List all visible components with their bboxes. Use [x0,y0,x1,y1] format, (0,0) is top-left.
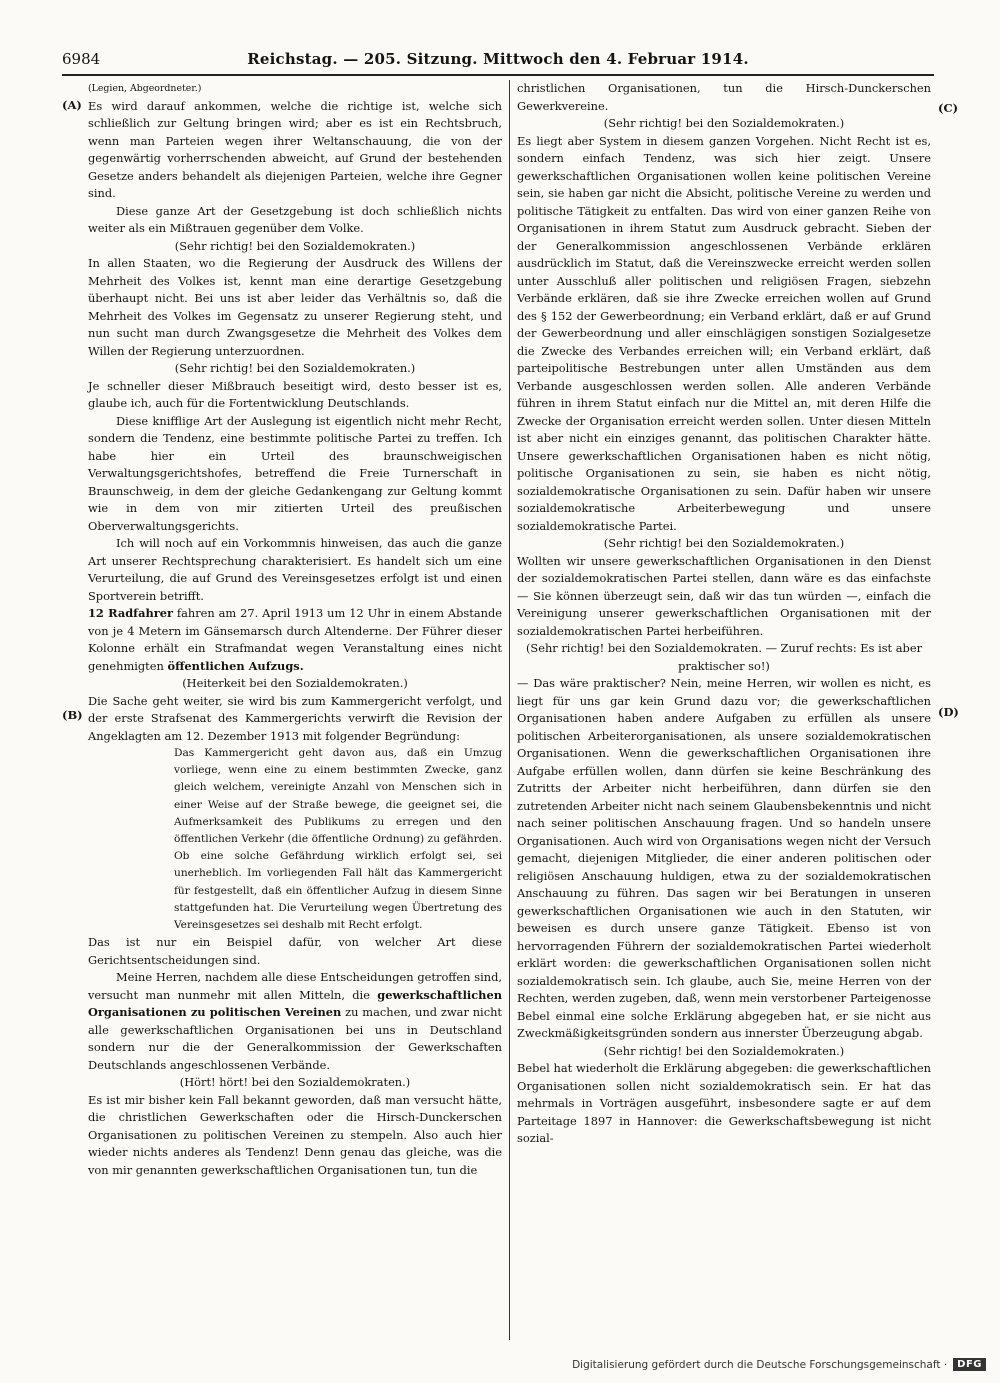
interjection: (Sehr richtig! bei den Sozialdemokraten. — Zuruf rechts: Es ist aber praktischer so!) [525,641,923,673]
paragraph: Wollten wir unsere gewerkschaftlichen Organisationen in den Dienst der sozialdemokratischen Partei stellen, dann wäre es das einfachste — Sie können überzeugt sein, daß wir das tun würden —, einfach die Vereinigung unserer gewerkschaftlichen Organisationen mit der sozialdemokratischen Partei herbeiführen. [517,553,931,638]
page-number: 6984 [62,50,101,68]
paragraph-text: zu machen, und zwar nicht alle gewerkschaftlichen Organisationen bei uns in Deutschland sondern nur die der Generalkommission der Gewerkschaften Deutschlands angeschlossenen Verbände. [88,1005,502,1072]
paragraph: christlichen Organisationen, tun die Hirsch-Dunckerschen Gewerkvereine. [517,81,931,113]
margin-marker-a: (A) [62,98,82,112]
paragraph: Es ist mir bisher kein Fall bekannt geworden, daß man versucht hätte, die christlichen Gewerkschaften oder die Hirsch-Dunckerschen Organisationen zu politischen Vereinen zu stempeln. Also auch hier wieder nichts anderes als Tendenz! Denn genau das gleiche, was die von mir genannten gewerkschaftlichen Organisationen tun, tun die [88,1092,502,1177]
paragraph: — Das wäre praktischer? Nein, meine Herren, wir wollen es nicht, es liegt für uns gar kein Grund dazu vor; die gewerkschaftlichen Organisationen haben andere Aufgaben zu erfüllen als unsere politischen Arbeiterorganisationen, als unsere sozialdemokratischen Organisationen. Wenn die gewerkschaftlichen Organisationen ihre Aufgabe erfüllen wollen, dann dürfen sie keine Beschränkung des Zutritts der Arbeiter nicht herbeiführen, dann dürfen sie den zutretenden Arbeiter nicht nach seinem Glaubensbekenntnis und nicht nach seiner politischen Anschauung fragen. Und so handeln unsere Organisationen. Auch wird von Organisations wegen nicht der Versuch gemacht, diejenigen Mitglieder, die einer anderen politischen oder religiösen Anschauung huldigen, etwa zu der sozialdemokratischen Anschauung zu führen. Das sagen wir bei Beratungen in unseren gewerkschaftlichen Organisationen wie auch in den Statuten, wir beweisen es durch unsere ganze Tätigkeit. Ebenso ist von hervorragenden Führern der sozialdemokratischen Partei wiederholt erklärt worden: die gewerkschaftlichen Organisationen sollen nicht sozialdemokratisch sein. Ich glaube, auch Sie, meine Herren von der Rechten, werden zugeben, daß, wenn mein verstorbener Parteigenosse Bebel einmal eine solche Erklärung abgegeben hat, er sie nicht aus Zweckmäßigkeitsgründen sondern aus innerster Überzeugung abgab. [517,676,931,1040]
paragraph-text: Meine Herren, nachdem alle diese Entscheidungen getroffen sind, versucht man nunmehr mit allen Mitteln, die [88,970,502,1002]
paragraph: Diese knifflige Art der Auslegung ist eigentlich nicht mehr Recht, sondern die Tendenz, eine bestimmte politische Partei zu treffen. Ich habe hier ein Urteil des braunschweigischen Verwaltungsgerichtshofes, betreffend die Freie Turnerschaft in Braunschweig, in dem der gleiche Gedankengang zur Geltung kommt wie in dem von mir zitierten Urteil des preußischen Oberverwaltungsgerichts. [88,413,502,533]
emphasis-text: gewerkschaftlichen Organisationen zu politischen Vereinen [88,987,502,1020]
interjection: (Hört! hört! bei den Sozialdemokraten.) [179,1075,411,1090]
paragraph: Es wird darauf ankommen, welche die richtige ist, welche sich schließlich zur Geltung bringen wird; aber es ist ein Rechtsbruch, wenn man Parteien wegen ihrer Weltanschauung, die von der gegenwärtig vorherrschenden abweicht, auf Grund der bestehenden Gesetze anders behandelt als diejenigen Parteien, welche ihre Gegner sind. [88,98,502,200]
interjection: (Sehr richtig! bei den Sozialdemokraten.) [174,238,416,253]
running-title: Reichstag. — 205. Sitzung. Mittwoch den 4. Februar 1914. [247,50,749,68]
column-divider [509,80,510,1340]
right-column [517,80,931,1148]
paragraph: Es liegt aber System in diesem ganzen Vorgehen. Nicht Recht ist es, sondern einfach Tendenz, was sich hier zeigt. Unsere gewerkschaftlichen Organisationen wollen keine politischen Vereine sein, sie haben gar nicht die Absicht, politische Vereine zu werden und politische Tätigkeit zu entfalten. Das wird von einer ganzen Reihe von Organisationen in ihrem Statut zum Ausdruck gebracht. Sieben der der Generalkommission angeschlossenen Verbände erklären ausdrücklich im Statut, daß die Vereinszwecke erreicht werden sollen unter Ausschluß aller politischen und religiösen Fragen, siebzehn Verbände erklären, daß sie ihre Zwecke erreichen wollen auf Grund des § 152 der Gewerbeordnung; ein Verband erklärt, daß er auf Grund der Gewerbeordnung und aller einschlägigen sonstigen Sozialgesetze die Zwecke des Verbandes erreichen will; ein Verband erklärt, daß parteipolitische Bestrebungen unter allen Umständen aus dem Verbande ausgeschlossen werden sollen. Alle anderen Verbände führen in ihrem Statut einfach nur die Mittel an, mit deren Hilfe die Zwecke der Organisation erreicht werden sollen. Unter diesen Mitteln ist aber nicht ein einziges genannt, das politischen Charakter hätte. Unsere gewerkschaftlichen Organisationen haben es nicht nötig, politische Organisationen zu sein, sie haben es nicht nötig, sozialdemokratische Organisationen zu sein. Dafür haben wir unsere sozialdemokratische Arbeiterbewegung und unsere sozialdemokratische Partei. [517,133,931,533]
paragraph: Bebel hat wiederholt die Erklärung abgegeben: die gewerkschaftlichen Organisationen sollen nicht sozialdemokratisch sein. Er hat das mehrmals in Vorträgen ausgeführt, insbesondere sagte er auf dem Parteitage 1897 in Hannover: die Gewerkschaftsbewegung ist nicht sozial- [517,1061,931,1145]
margin-marker-c: (C) [938,101,959,115]
interjection: (Sehr richtig! bei den Sozialdemokraten.) [603,536,845,550]
paragraph [88,605,502,675]
interjection: (Sehr richtig! bei den Sozialdemokraten.) [603,1043,845,1058]
margin-marker-d: (D) [938,705,959,719]
paragraph: In allen Staaten, wo die Regierung der Ausdruck des Willens der Mehrheit des Volkes ist, kennt man eine derartige Gesetzgebung überhaupt nicht. Bei uns ist aber leider das Verhältnis so, daß die Mehrheit des Volkes im Gegensatz zu unserer Regierung steht, und nun sucht man durch Zwangsgesetze die Mehrheit des Volkes dem Willen der Regierung unterzuordnen. [88,256,502,358]
emphasis-text: öffentlichen Aufzugs. [167,658,304,673]
paragraph: Das ist nur ein Beispiel dafür, von welcher Art diese Gerichtsentscheidungen sind. [88,935,502,967]
credit-text: Digitalisierung gefördert durch die Deutsche Forschungsgemeinschaft · [572,1358,948,1371]
paragraph: Ich will noch auf ein Vorkommnis hinweisen, das auch die ganze Art unserer Rechtsprechung charakterisiert. Es handelt sich um eine Verurteilung, die auf Grund des Vereinsgesetzes erfolgt ist und einen Sportverein betrifft. [88,536,502,603]
paragraph [88,969,502,1074]
court-quote: Das Kammergericht geht davon aus, daß ein Umzug vorliege, wenn eine zu einem bestimmten Zwecke, ganz gleich welchem, vereinigte Anzahl von Menschen sich in einer Weise auf der Straße bewege, die geeignet sei, die Aufmerksamkeit des Publikums zu erregen und den öffentlichen Verkehr (die öffentliche Ordnung) zu gefährden. Ob eine solche Gefährdung wirklich erfolgt sei, sei unerheblich. Im vorliegenden Fall hält das Kammergericht für festgestellt, daß ein öffentlicher Aufzug in diesem Sinne stattgefunden hat. Die Verurteilung wegen Übertretung des Vereinsgesetzes sei deshalb mit Recht erfolgt. [174,747,502,932]
interjection: (Sehr richtig! bei den Sozialdemokraten.) [174,361,416,375]
dfg-logo: DFG [953,1358,986,1371]
speaker-label: (Legien, Abgeordneter.) [88,83,202,94]
paragraph: Die Sache geht weiter, sie wird bis zum Kammergericht verfolgt, und der erste Strafsenat des Kammergerichts verwirft die Revision der Angeklagten am 12. Dezember 1913 mit folgender Begründung: [88,693,502,743]
paragraph-text: fahren am 27. April 1913 um 12 Uhr in einem Abstande von je 4 Metern im Gänsemarsch durch Altenderne. Der Führer dieser Kolonne erhält ein Strafmandat wegen Veranstaltung eines nicht genehmigten [88,606,502,673]
interjection: (Sehr richtig! bei den Sozialdemokraten.) [603,116,845,130]
interjection: (Heiterkeit bei den Sozialdemokraten.) [182,676,408,690]
left-column [88,80,502,1179]
page-header [62,48,934,76]
paragraph: Je schneller dieser Mißbrauch beseitigt wird, desto besser ist es, glaube ich, auch für die Fortentwicklung Deutschlands. [88,378,502,410]
digitization-credit [572,1358,986,1371]
emphasis-text: 12 Radfahrer [88,606,173,620]
paragraph: Diese ganze Art der Gesetzgebung ist doch schließlich nichts weiter als ein Mißtrauen gegenüber dem Volke. [88,203,502,235]
margin-marker-b: (B) [62,708,83,722]
